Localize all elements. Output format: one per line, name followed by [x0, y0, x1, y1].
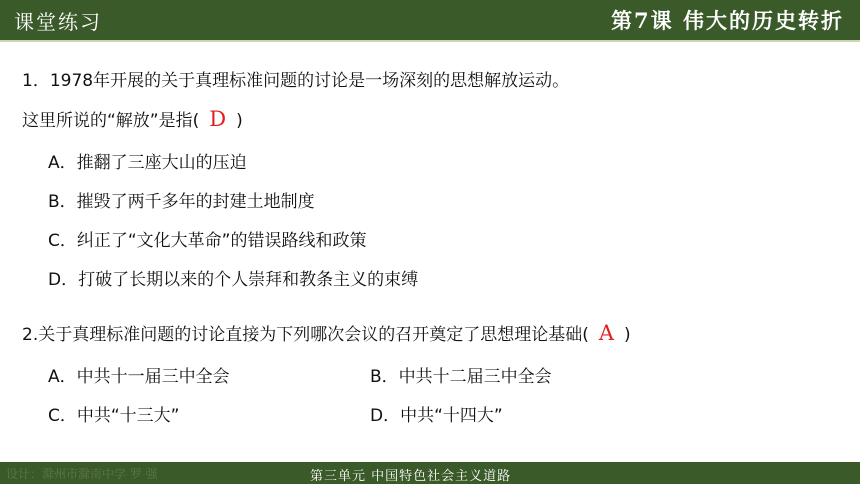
q1-option-d: D．打破了长期以来的个人崇拜和教条主义的束缚 [48, 270, 419, 290]
q1-stem-prefix: 这里所说的“解放”是指( [22, 111, 200, 131]
q1-option-a: A．推翻了三座大山的压迫 [48, 153, 247, 173]
q2-option-a: A．中共十一届三中全会 [48, 367, 230, 387]
q1-option-b: B．摧毁了两千多年的封建土地制度 [48, 192, 315, 212]
unit-title: 第三单元 中国特色社会主义道路 [310, 469, 512, 484]
q1-stem-line1: 1．1978年开展的关于真理标准问题的讨论是一场深刻的思想解放运动。 [22, 71, 570, 91]
q1-stem-line2 [22, 106, 243, 131]
footer-bar [0, 462, 860, 484]
lesson-title: 第7课 伟大的历史转折 [611, 8, 844, 33]
q2-answer: A [598, 321, 615, 345]
q2-stem-suffix: ) [624, 325, 631, 345]
q2-option-c: C．中共“十三大” [48, 406, 180, 426]
q2-option-d: D．中共“十四大” [370, 406, 503, 426]
designer-credit: 设计：滁州市滁南中学 罗 强 [6, 467, 158, 481]
q1-option-c: C．纠正了“文化大革命”的错误路线和政策 [48, 231, 367, 251]
q2-stem [22, 320, 631, 345]
q2-option-b: B．中共十二届三中全会 [370, 367, 552, 387]
q2-stem-prefix: 2.关于真理标准问题的讨论直接为下列哪次会议的召开奠定了思想理论基础( [22, 325, 589, 345]
section-title: 课堂练习 [14, 10, 102, 34]
q1-answer: D [209, 107, 227, 131]
q1-stem-suffix: ) [236, 111, 243, 131]
